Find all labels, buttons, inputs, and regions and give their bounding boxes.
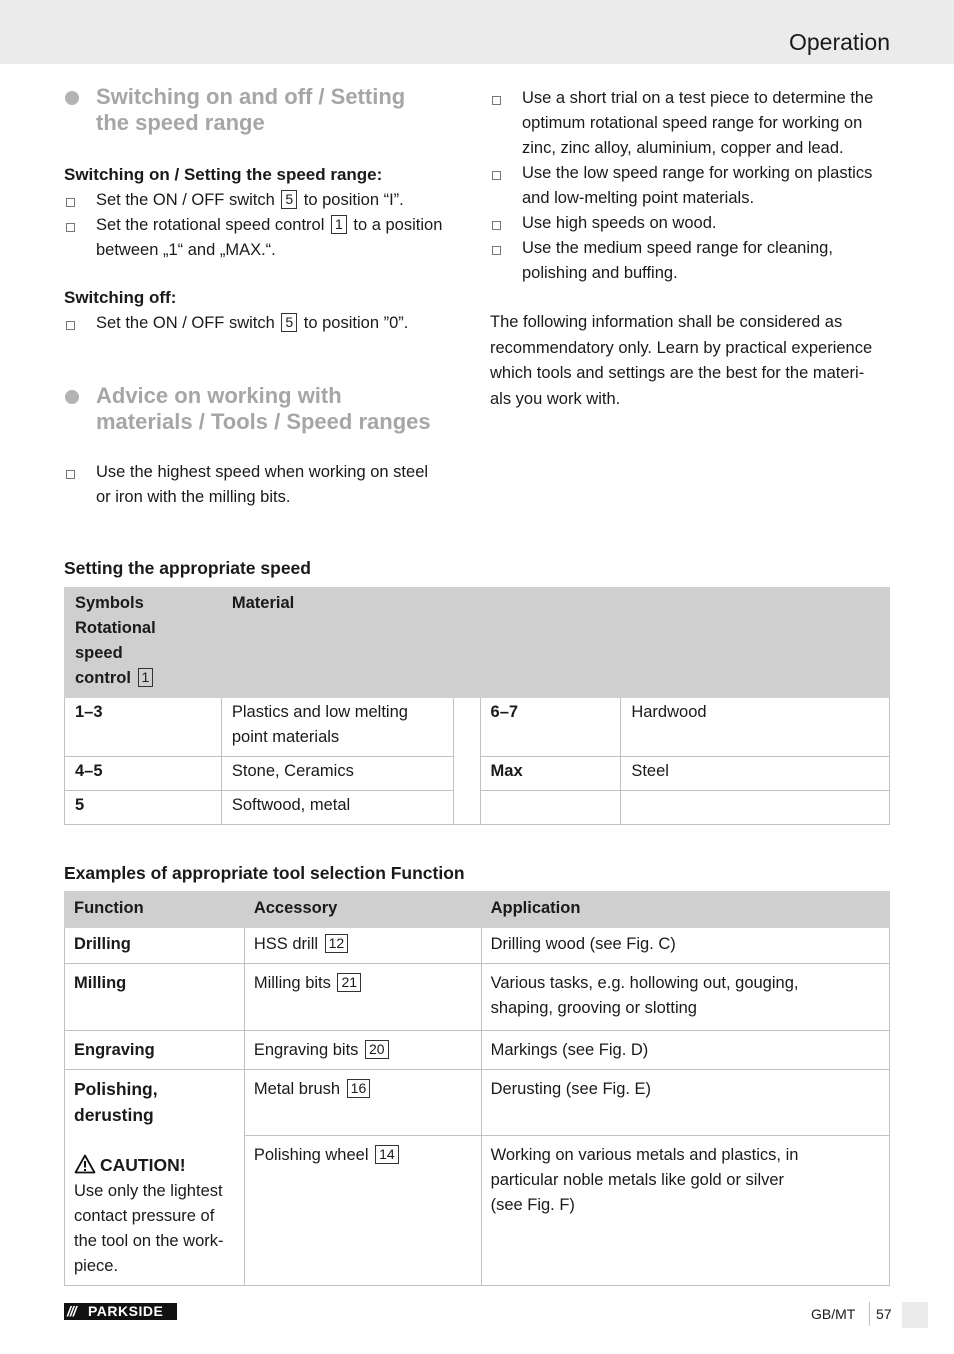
list-item: Set the rotational speed control 1 to a position between „1“ and „MAX.“.: [64, 213, 464, 263]
table-row: Milling Milling bits 21 Various tasks, e.g. hollowing out, gouging, shaping, grooving or slotting: [65, 964, 890, 1031]
tool-table: [64, 891, 890, 1286]
list-item: Use the medium speed range for cleaning, polishing and buffing.: [490, 236, 894, 286]
page-number: 57: [876, 1306, 892, 1322]
header-accessory: Accessory: [244, 892, 481, 928]
header-symbols: Symbols Rotational speed control 1: [65, 588, 222, 698]
table-row: 4–5 Stone, Ceramics Max Steel: [65, 757, 890, 791]
section-heading-advice: Advice on working with materials / Tools / Speed ranges: [64, 383, 464, 435]
list-item: Set the ON / OFF switch 5 to position “I”.: [64, 188, 464, 213]
section-heading-switching: Switching on and off / Setting the speed range: [64, 84, 464, 136]
bullet-dot-icon: [65, 91, 79, 105]
table-spacer: [453, 698, 480, 825]
parkside-logo: /// PARKSIDE: [64, 1303, 177, 1320]
footer-tab: [902, 1302, 928, 1328]
reference-number: 1: [138, 668, 154, 687]
reference-number: 1: [331, 215, 347, 234]
table-header-row: [65, 892, 890, 928]
speed-table-title: Setting the appropriate speed: [64, 558, 311, 578]
reference-number: 14: [375, 1145, 399, 1164]
list-item: Use a short trial on a test piece to determine the optimum rotational speed range for working on zinc, zinc alloy, aluminium, copper and lead.: [490, 86, 894, 161]
speed-table: [64, 587, 890, 825]
reference-number: 20: [365, 1040, 389, 1059]
table-row: Engraving Engraving bits 20 Markings (see Fig. D): [65, 1031, 890, 1070]
checkbox-bullet-icon: [492, 246, 501, 255]
language-code: GB/MT: [811, 1306, 856, 1322]
checkbox-bullet-icon: [492, 171, 501, 180]
header-function: Function: [65, 892, 245, 928]
checkbox-bullet-icon: [66, 470, 75, 479]
left-column: [64, 84, 464, 510]
list-item: Use high speeds on wood.: [490, 211, 894, 236]
bullet-dot-icon: [65, 390, 79, 404]
recommendation-note: The following information shall be considered as recommendatory only. Learn by practical experience which tools and settings are the best for the materi- als you work with.: [490, 313, 873, 408]
page-title: Operation: [788, 29, 890, 55]
list-item: Use the highest speed when working on steel or iron with the milling bits.: [64, 460, 464, 510]
tool-table-title: Examples of appropriate tool selection Function: [64, 863, 465, 883]
checkbox-bullet-icon: [66, 223, 75, 232]
reference-number: 12: [325, 934, 349, 953]
subheading-switching-off: Switching off:: [64, 288, 177, 307]
list-item: Use the low speed range for working on plastics and low-melting point materials.: [490, 161, 894, 211]
reference-number: 5: [281, 190, 297, 209]
reference-number: 21: [337, 973, 361, 992]
table-header-row: [65, 588, 890, 698]
header-application: Application: [481, 892, 889, 928]
checkbox-bullet-icon: [492, 221, 501, 230]
table-row: 5 Softwood, metal: [65, 791, 890, 825]
header-material: Material: [221, 588, 889, 698]
list-item: Set the ON / OFF switch 5 to position ”0”.: [64, 311, 464, 336]
reference-number: 5: [281, 313, 297, 332]
warning-triangle-icon: [74, 1154, 96, 1174]
checkbox-bullet-icon: [492, 96, 501, 105]
reference-number: 16: [347, 1079, 371, 1098]
table-row: 1–3 Plastics and low melting point materials 6–7 Hardwood: [65, 698, 890, 757]
right-column: [490, 86, 894, 412]
table-row: Polishing, derusting CAUTION! Use only the lightest contact pressure of the tool on the work- piece. Metal brush 16 Derusting (see Fig. E): [65, 1070, 890, 1136]
checkbox-bullet-icon: [66, 321, 75, 330]
subheading-switching-on: Switching on / Setting the speed range:: [64, 165, 383, 184]
table-row: Polishing wheel 14 Working on various metals and plastics, in particular noble metals like gold or silver (see Fig. F): [65, 1135, 890, 1285]
table-row: Drilling HSS drill 12 Drilling wood (see Fig. C): [65, 928, 890, 964]
checkbox-bullet-icon: [66, 198, 75, 207]
footer-divider: [869, 1302, 870, 1326]
